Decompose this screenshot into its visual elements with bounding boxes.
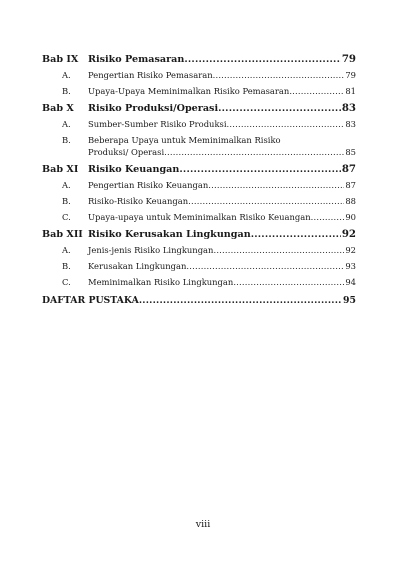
subsection-letter: C. <box>62 212 71 222</box>
chapter-title: Risiko Keuangan <box>88 164 180 175</box>
dot-leader <box>213 70 345 80</box>
dot-leader <box>184 54 340 65</box>
subsection-page-number: 93 <box>345 261 356 271</box>
subsection-title: Upaya-upaya untuk Meminimalkan Risiko Keuangan <box>88 212 311 222</box>
subsection-title: Meminimalkan Risiko Lingkungan <box>88 277 234 287</box>
chapter-page-number: 92 <box>341 228 356 240</box>
subsection-page-number: 83 <box>345 119 356 129</box>
subsection-letter: A. <box>62 245 71 255</box>
dot-leader <box>227 119 345 129</box>
subsection-page-number: 87 <box>345 180 356 190</box>
subsection-page-number: 88 <box>345 196 356 206</box>
toc-subsection[interactable] <box>42 86 356 96</box>
toc-subsection[interactable] <box>42 70 356 80</box>
dot-leader <box>311 212 345 222</box>
subsection-title: Pengertian Risiko Pemasaran <box>88 70 213 80</box>
daftar-pustaka-page-number: 95 <box>343 295 356 306</box>
toc-subsection[interactable] <box>42 180 356 190</box>
subsection-title-line-1: Beberapa Upaya untuk Meminimalkan Risiko <box>88 135 281 145</box>
dot-leader <box>188 196 344 206</box>
dot-leader <box>233 277 344 287</box>
chapter-page-number: 79 <box>341 53 356 65</box>
subsection-title: Sumber-Sumber Risiko Produksi <box>88 119 227 129</box>
dot-leader <box>213 245 344 255</box>
toc-chapter-12[interactable] <box>42 228 356 240</box>
subsection-title: Risiko-Risiko Keuangan <box>88 196 189 206</box>
toc-subsection[interactable] <box>42 261 356 271</box>
subsection-letter: B. <box>62 86 71 96</box>
chapter-page-number: 83 <box>341 102 356 114</box>
chapter-label: Bab IX <box>42 54 79 65</box>
daftar-pustaka-title: DAFTAR PUSTAKA <box>42 295 139 306</box>
chapter-title: Risiko Pemasaran <box>88 54 185 65</box>
subsection-title-line-2: Produksi/ Operasi <box>88 147 165 157</box>
chapter-label: Bab XII <box>42 229 83 240</box>
toc-subsection[interactable] <box>42 119 356 129</box>
subsection-letter: B. <box>62 196 71 206</box>
chapter-label: Bab XI <box>42 164 79 175</box>
subsection-page-number: 92 <box>345 245 356 255</box>
subsection-page-number: 81 <box>345 86 356 96</box>
toc-chapter-10[interactable] <box>42 102 356 114</box>
toc-subsection[interactable] <box>42 245 356 255</box>
toc-chapter-9[interactable] <box>42 53 356 65</box>
subsection-title: Pengertian Risiko Keuangan <box>88 180 209 190</box>
subsection-letter: A. <box>62 119 71 129</box>
dot-leader <box>179 164 340 175</box>
dot-leader <box>186 261 344 271</box>
subsection-page-number: 90 <box>345 212 356 222</box>
toc-subsection[interactable] <box>42 196 356 206</box>
toc-chapter-11[interactable] <box>42 163 356 175</box>
dot-leader <box>218 103 341 114</box>
subsection-letter: B. <box>62 261 71 271</box>
subsection-page-number: 85 <box>345 147 356 157</box>
dot-leader <box>289 86 344 96</box>
dot-leader <box>164 147 344 157</box>
subsection-page-number: 94 <box>345 277 356 287</box>
table-of-contents <box>42 50 356 306</box>
toc-daftar-pustaka[interactable] <box>42 295 356 306</box>
subsection-title: Upaya-Upaya Meminimalkan Risiko Pemasaran <box>88 86 290 96</box>
chapter-title: Risiko Kerusakan Lingkungan <box>88 229 251 240</box>
subsection-letter: B. <box>62 135 71 145</box>
dot-leader <box>208 180 344 190</box>
subsection-letter: A. <box>62 180 71 190</box>
page-number-footer: viii <box>195 519 211 530</box>
subsection-page-number: 79 <box>345 70 356 80</box>
toc-subsection[interactable] <box>42 212 356 222</box>
dot-leader <box>139 295 342 306</box>
dot-leader <box>251 229 341 240</box>
subsection-letter: A. <box>62 70 71 80</box>
chapter-page-number: 87 <box>341 163 356 175</box>
subsection-letter: C. <box>62 277 71 287</box>
toc-subsection[interactable] <box>42 277 356 287</box>
toc-subsection[interactable] <box>42 135 356 157</box>
chapter-title: Risiko Produksi/Operasi <box>88 103 219 114</box>
subsection-title: Jenis-jenis Risiko Lingkungan <box>88 245 214 255</box>
chapter-label: Bab X <box>42 103 74 114</box>
subsection-title: Kerusakan Lingkungan <box>88 261 187 271</box>
